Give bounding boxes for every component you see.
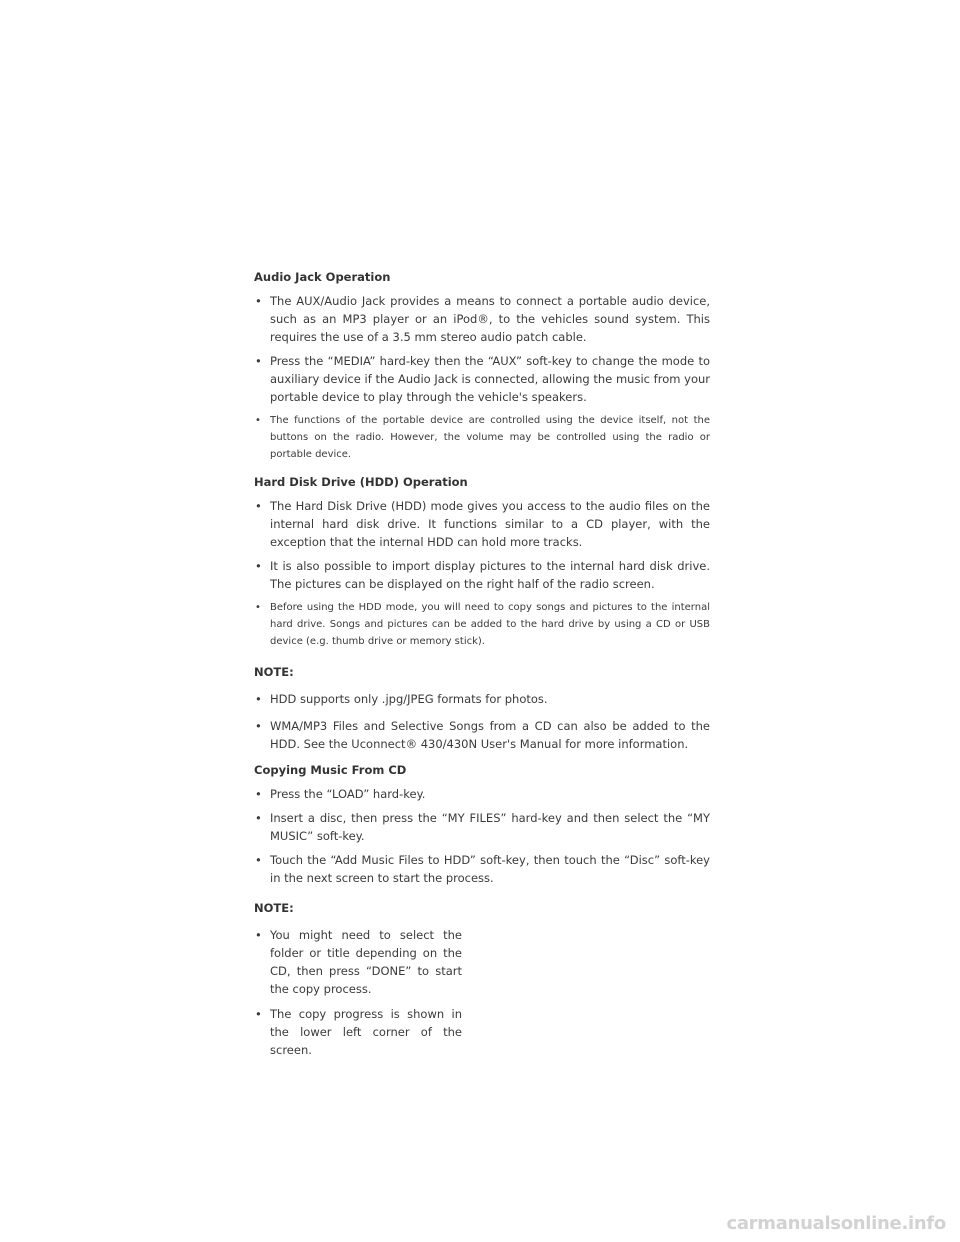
list-item: • The AUX/Audio Jack provides a means to connect a portable audio device, such as an MP3 player or an iPod®, to the vehicles sound system. This requires the use of a 3.5 mm stereo audio patch cable. (254, 292, 710, 346)
list-item: • Touch the “Add Music Files to HDD” soft-key, then touch the “Disc” soft-key in the next screen to start the process. (254, 851, 710, 887)
note-heading: NOTE: (254, 665, 294, 679)
copying-music-list (254, 785, 710, 887)
list-item: • Press the “LOAD” hard-key. (254, 785, 710, 803)
hdd-list (254, 497, 710, 650)
list-item: • The functions of the portable device are controlled using the device itself, not the buttons on the radio. However, the volume may be controlled using the radio or portable device. (254, 412, 710, 463)
watermark-logo: carmanualsonline.info (726, 1213, 946, 1234)
list-item: • WMA/MP3 Files and Selective Songs from a CD can also be added to the HDD. See the Uconnect® 430/430N User's Manual for more information. (254, 717, 710, 753)
note-list (254, 690, 710, 753)
list-item: • Before using the HDD mode, you will need to copy songs and pictures to the internal hard drive. Songs and pictures can be added to the hard drive by using a CD or USB device (e.g. thumb drive or memory stick). (254, 599, 710, 650)
list-item: • Press the “MEDIA” hard-key then the “AUX” soft-key to change the mode to auxiliary device if the Audio Jack is connected, allowing the music from your portable device to play through the vehicle's speakers. (254, 352, 710, 406)
page-content (254, 268, 710, 1059)
list-item: • The Hard Disk Drive (HDD) mode gives you access to the audio files on the internal hard disk drive. It functions similar to a CD player, with the exception that the internal HDD can hold more tracks. (254, 497, 710, 551)
list-item: • The copy progress is shown in the lower left corner of the screen. (254, 1005, 462, 1059)
audio-jack-list (254, 292, 710, 463)
section-heading-hdd: Hard Disk Drive (HDD) Operation (254, 475, 468, 489)
list-item: • HDD supports only .jpg/JPEG formats for photos. (254, 690, 710, 708)
list-item: • Insert a disc, then press the “MY FILES” hard-key and then select the “MY MUSIC” soft-key. (254, 809, 710, 845)
note-list (254, 926, 462, 1059)
list-item: • You might need to select the folder or title depending on the CD, then press “DONE” to start the copy process. (254, 926, 462, 998)
list-item: • It is also possible to import display pictures to the internal hard disk drive. The pictures can be displayed on the right half of the radio screen. (254, 557, 710, 593)
section-heading-audio-jack: Audio Jack Operation (254, 270, 391, 284)
note-heading: NOTE: (254, 901, 294, 915)
section-heading-copying-music: Copying Music From CD (254, 763, 407, 777)
